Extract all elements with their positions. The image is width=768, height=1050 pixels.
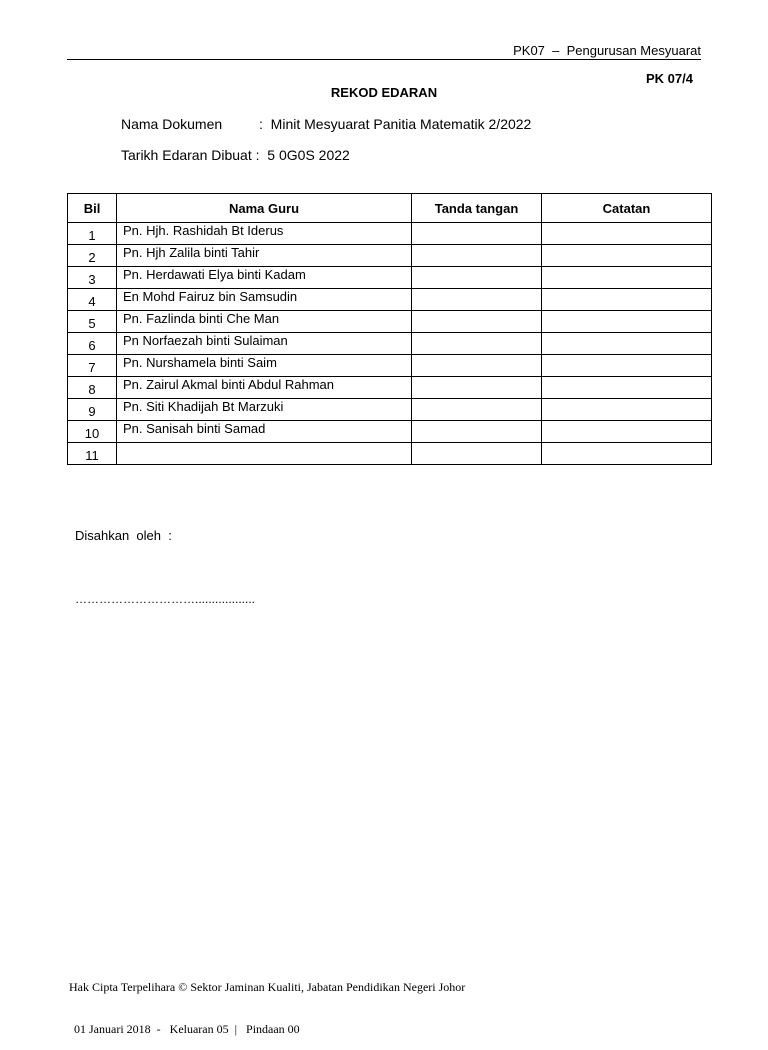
distribution-record-table: [67, 193, 712, 465]
row-number: 8: [68, 377, 117, 399]
teacher-name: Pn. Hjh Zalila binti Tahir: [117, 245, 412, 267]
notes-cell[interactable]: [542, 377, 712, 399]
signature-cell[interactable]: [412, 289, 542, 311]
document-title: REKOD EDARAN: [330, 85, 438, 100]
document-name-value: : Minit Mesyuarat Panitia Matematik 2/2022: [259, 116, 532, 132]
footer: [69, 952, 465, 1050]
row-number: 5: [68, 311, 117, 333]
column-header-nama-guru: Nama Guru: [117, 194, 412, 223]
teacher-name: Pn. Herdawati Elya binti Kadam: [117, 267, 412, 289]
teacher-name: Pn. Fazlinda binti Che Man: [117, 311, 412, 333]
table-header-row: [68, 194, 712, 223]
notes-cell[interactable]: [542, 245, 712, 267]
teacher-name: Pn. Zairul Akmal binti Abdul Rahman: [117, 377, 412, 399]
notes-cell[interactable]: [542, 355, 712, 377]
column-header-catatan: Catatan: [542, 194, 712, 223]
distribution-date-row: [121, 147, 350, 163]
notes-cell[interactable]: [542, 421, 712, 443]
signature-cell[interactable]: [412, 267, 542, 289]
notes-cell[interactable]: [542, 267, 712, 289]
distribution-date-label: Tarikh Edaran Dibuat :: [121, 147, 260, 163]
signature-cell[interactable]: [412, 333, 542, 355]
row-number: 11: [68, 443, 117, 465]
table-row: [68, 245, 712, 267]
signature-cell[interactable]: [412, 377, 542, 399]
signature-dotted-line: …………………………..................: [75, 592, 256, 606]
signature-cell[interactable]: [412, 245, 542, 267]
signature-cell[interactable]: [412, 399, 542, 421]
teacher-name: Pn. Siti Khadijah Bt Marzuki: [117, 399, 412, 421]
teacher-name: Pn. Sanisah binti Samad: [117, 421, 412, 443]
table-row: [68, 377, 712, 399]
notes-cell[interactable]: [542, 311, 712, 333]
column-header-bil: Bil: [68, 194, 117, 223]
distribution-date-value: 5 0G0S 2022: [259, 147, 350, 163]
verified-by-label: Disahkan oleh :: [75, 528, 172, 543]
signature-cell[interactable]: [412, 443, 542, 465]
row-number: 2: [68, 245, 117, 267]
notes-cell[interactable]: [542, 443, 712, 465]
teacher-name: Pn. Hjh. Rashidah Bt Iderus: [117, 223, 412, 245]
notes-cell[interactable]: [542, 289, 712, 311]
teacher-name: Pn. Nurshamela binti Saim: [117, 355, 412, 377]
header-divider: [67, 59, 701, 60]
teacher-name: En Mohd Fairuz bin Samsudin: [117, 289, 412, 311]
table-row: [68, 399, 712, 421]
row-number: 10: [68, 421, 117, 443]
row-number: 1: [68, 223, 117, 245]
document-name-row: [121, 116, 531, 132]
signature-cell[interactable]: [412, 223, 542, 245]
table-row: [68, 267, 712, 289]
table-row: [68, 443, 712, 465]
row-number: 9: [68, 399, 117, 421]
row-number: 6: [68, 333, 117, 355]
signature-cell[interactable]: [412, 355, 542, 377]
notes-cell[interactable]: [542, 399, 712, 421]
row-number: 3: [68, 267, 117, 289]
table-row: [68, 289, 712, 311]
row-number: 7: [68, 355, 117, 377]
row-number: 4: [68, 289, 117, 311]
form-code: PK 07/4: [646, 71, 693, 86]
notes-cell[interactable]: [542, 223, 712, 245]
table-row: [68, 223, 712, 245]
table-row: [68, 421, 712, 443]
footer-copyright: Hak Cipta Terpelihara © Sektor Jaminan Kualiti, Jabatan Pendidikan Negeri Johor: [69, 980, 466, 994]
teacher-name: Pn Norfaezah binti Sulaiman: [117, 333, 412, 355]
table-row: [68, 333, 712, 355]
signature-cell[interactable]: [412, 311, 542, 333]
table-row: [68, 355, 712, 377]
signature-cell[interactable]: [412, 421, 542, 443]
header-text: PK07 – Pengurusan Mesyuarat: [513, 43, 701, 58]
footer-revision-info: 01 Januari 2018 - Keluaran 05 | Pindaan 00: [74, 1022, 300, 1036]
document-name-label: Nama Dokumen: [121, 116, 223, 132]
teacher-name[interactable]: [117, 443, 412, 465]
column-header-tanda-tangan: Tanda tangan: [412, 194, 542, 223]
notes-cell[interactable]: [542, 333, 712, 355]
table-row: [68, 311, 712, 333]
